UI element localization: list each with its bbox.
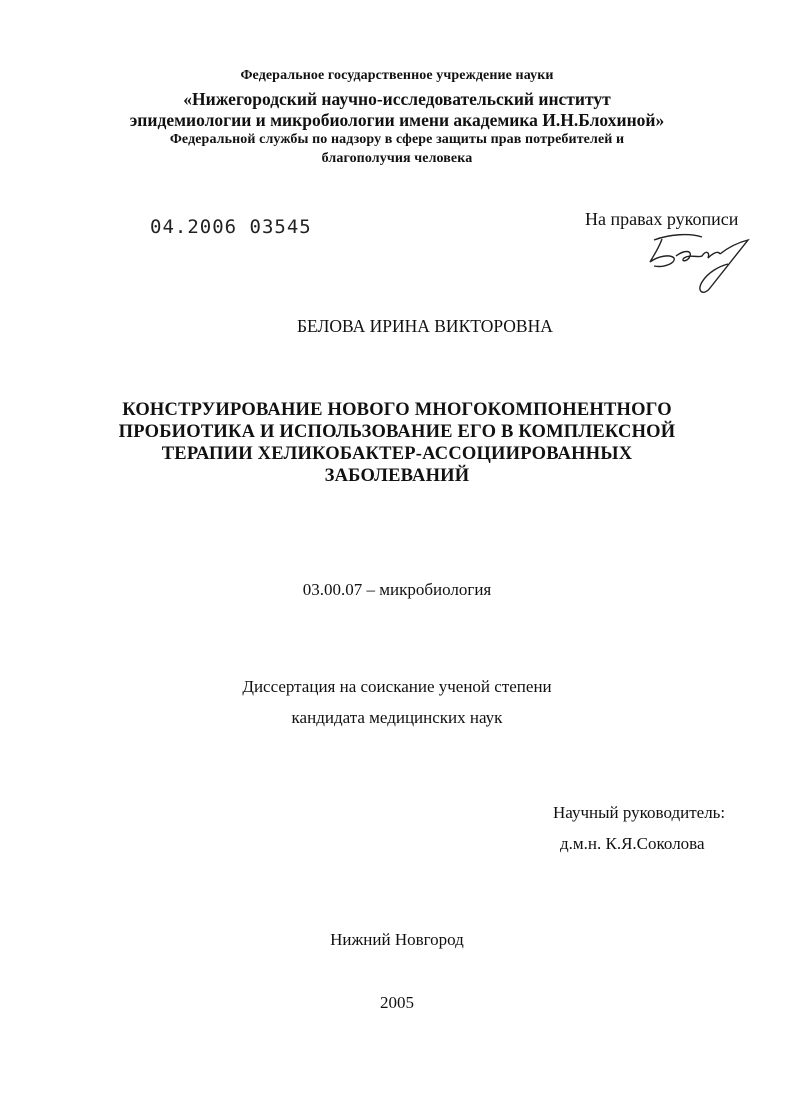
- institution-line-2: «Нижегородский научно-исследовательский институт: [183, 89, 611, 109]
- institution-line-5: благополучия человека: [321, 151, 473, 166]
- signature-icon: [640, 228, 755, 300]
- institution-line-1: Федеральное государственное учреждение науки: [240, 68, 554, 83]
- degree-line-2: кандидата медицинских наук: [291, 708, 503, 727]
- degree-line-1: Диссертация на соискание ученой степени: [242, 677, 552, 696]
- manuscript-rights: На правах рукописи: [585, 209, 739, 229]
- supervisor-name: д.м.н. К.Я.Соколова: [560, 834, 705, 853]
- institution-line-3: эпидемиологии и микробиологии имени академика И.Н.Блохиной»: [129, 110, 665, 130]
- year: 2005: [380, 993, 414, 1012]
- institution-line-4: Федеральной службы по надзору в сфере защиты прав потребителей и: [169, 132, 625, 147]
- title-line-3: ТЕРАПИИ ХЕЛИКОБАКТЕР-АССОЦИИРОВАННЫХ: [161, 444, 633, 464]
- title-line-2: ПРОБИОТИКА И ИСПОЛЬЗОВАНИЕ ЕГО В КОМПЛЕКСНОЙ: [118, 422, 676, 442]
- signature-image: [640, 228, 755, 300]
- specialty: 03.00.07 – микробиология: [302, 580, 492, 599]
- registration-stamp: 04.2006 03545: [150, 216, 312, 238]
- supervisor-label: Научный руководитель:: [553, 803, 726, 822]
- title-line-4: ЗАБОЛЕВАНИЙ: [324, 466, 470, 486]
- title-line-1: КОНСТРУИРОВАНИЕ НОВОГО МНОГОКОМПОНЕНТНОГО: [122, 400, 672, 420]
- author-name: БЕЛОВА ИРИНА ВИКТОРОВНА: [297, 316, 553, 336]
- city: Нижний Новгород: [330, 930, 464, 949]
